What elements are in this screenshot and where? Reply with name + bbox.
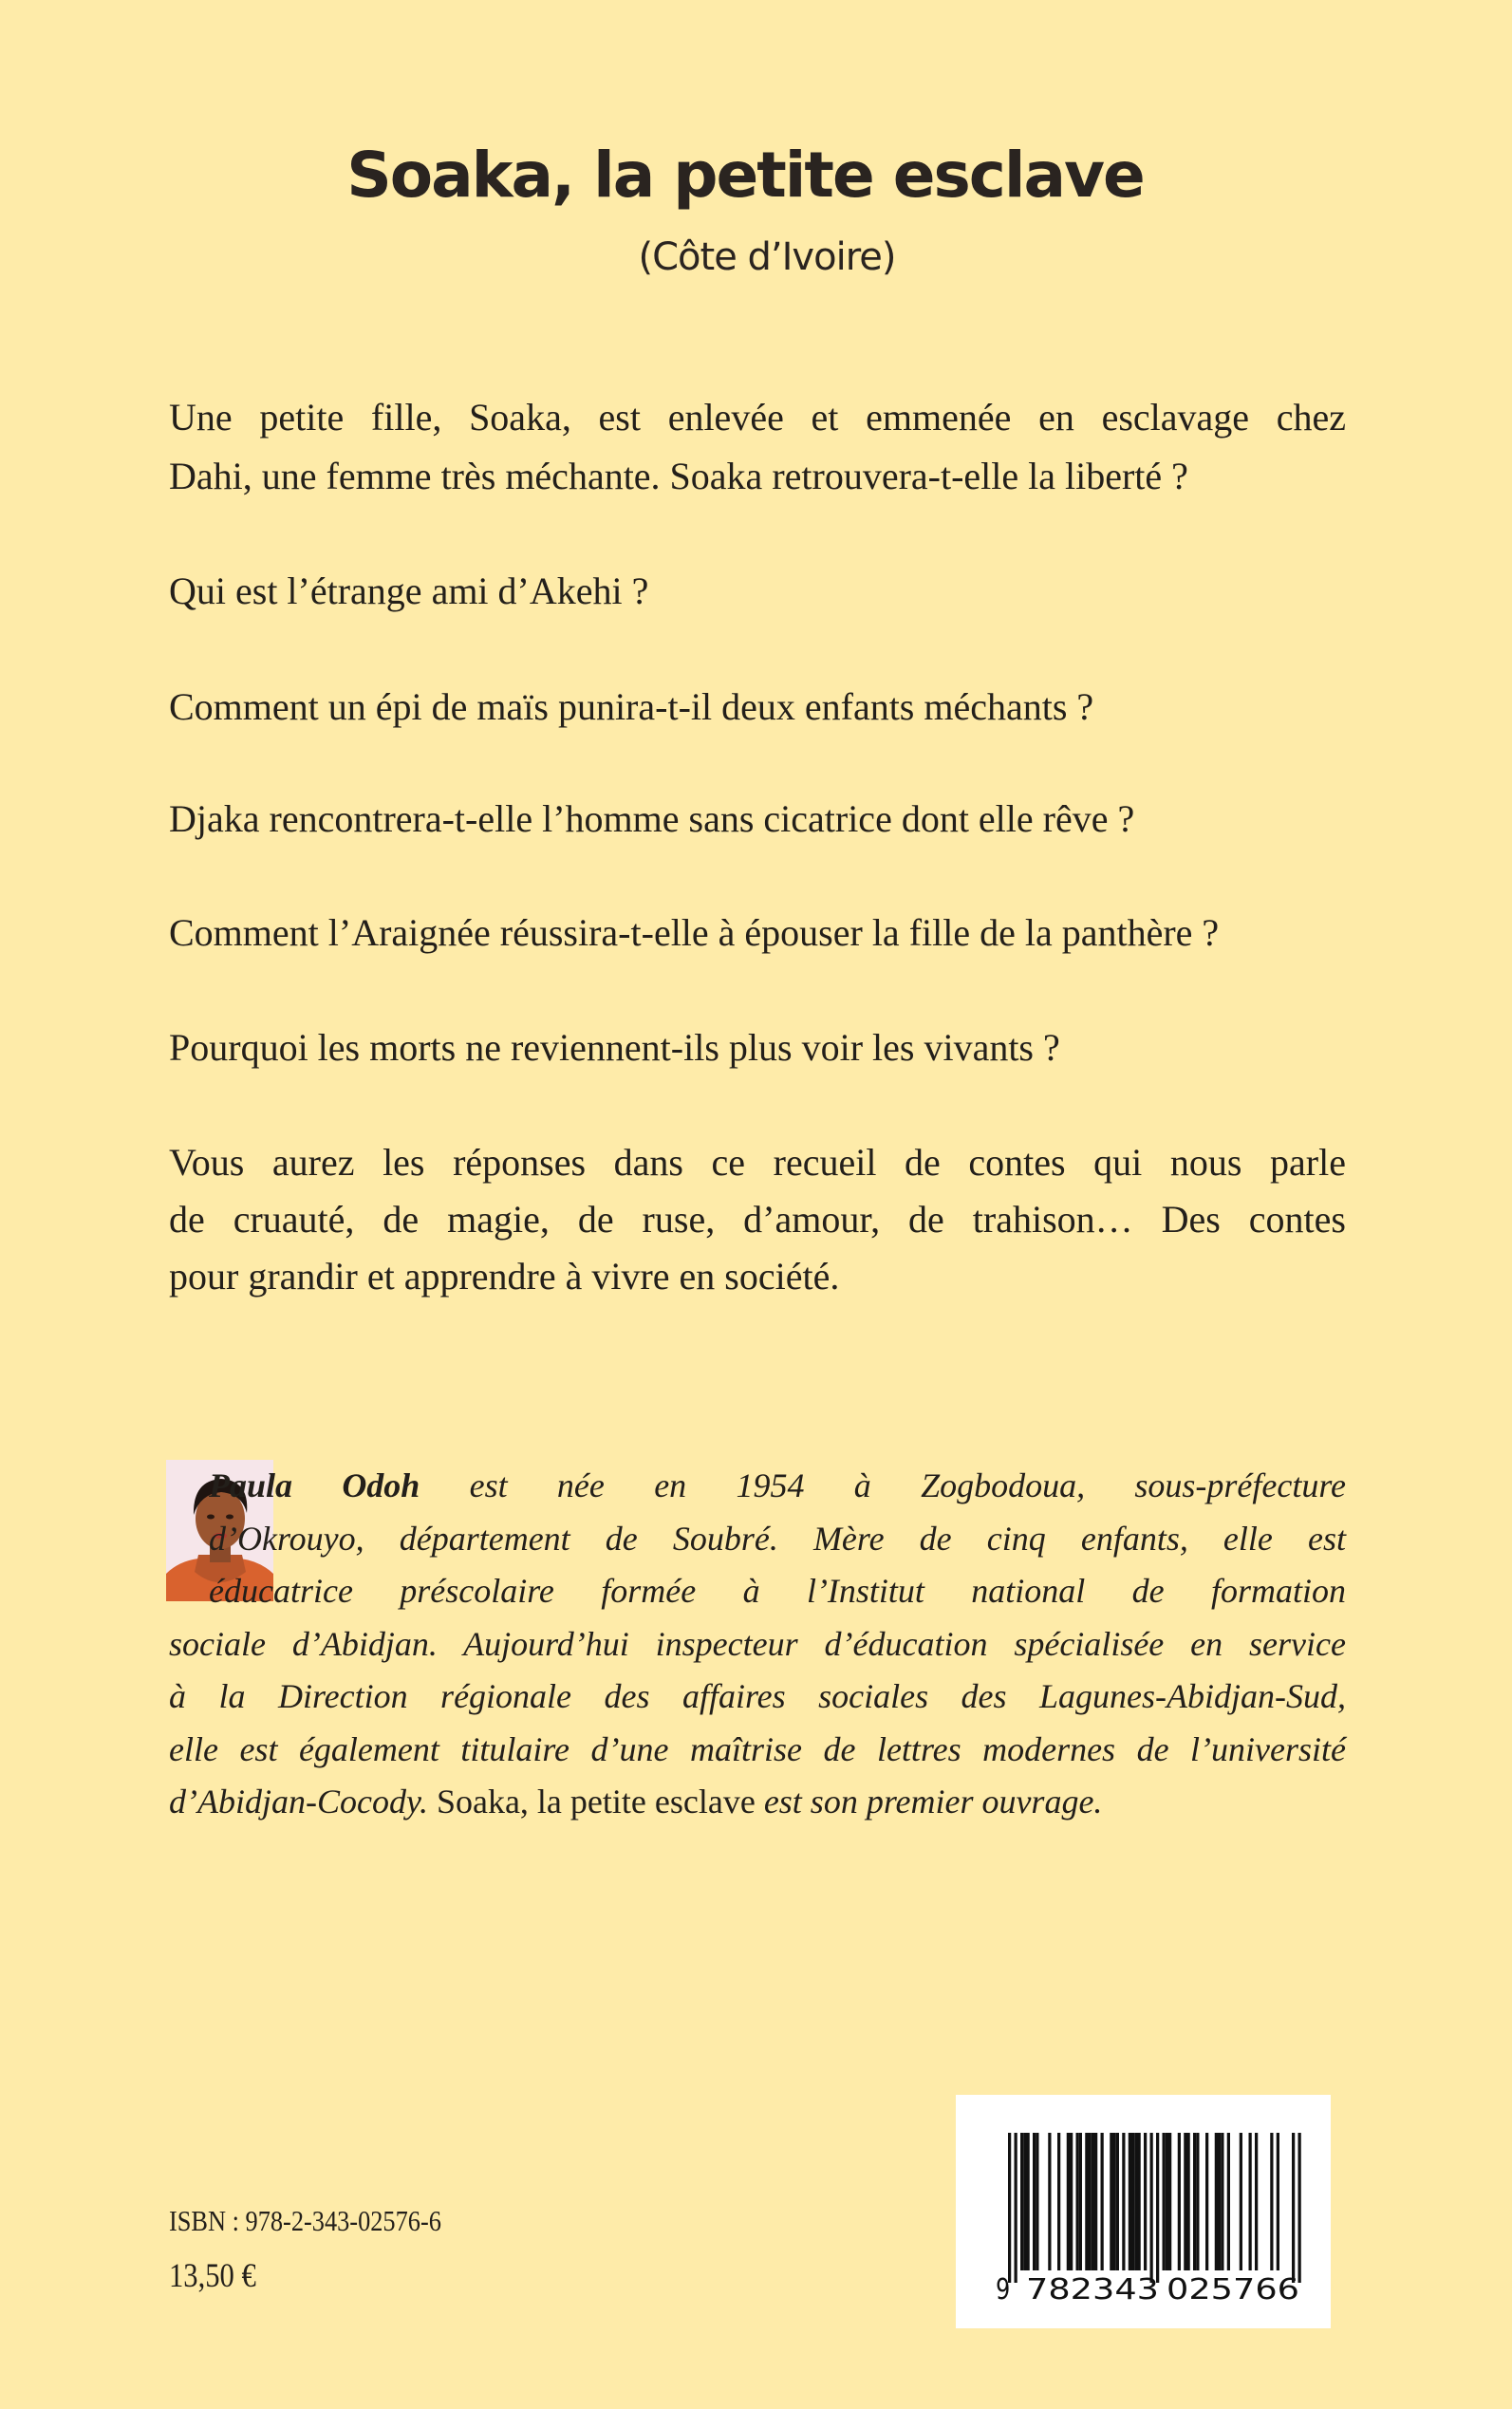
book-title: Soaka, la petite esclave (346, 139, 1144, 212)
blurb-paragraph-1 (169, 388, 1346, 506)
bio-line (169, 1776, 1346, 1829)
bio-text: est son premier ouvrage. (755, 1783, 1103, 1821)
bio-line: à la Direction régionale des affaires sociales des Lagunes-Abidjan-Sud, (169, 1677, 1346, 1715)
blurb-paragraph-5 (169, 904, 1346, 962)
barcode-bar (1292, 2133, 1295, 2283)
barcode-first-digit: 9 (996, 2273, 1011, 2306)
barcode-bar (1079, 2133, 1082, 2270)
barcode-bar (1150, 2133, 1153, 2283)
blurb-paragraph-3 (169, 678, 1346, 737)
barcode-bar (1122, 2133, 1125, 2270)
blurb-paragraph-2 (169, 562, 1346, 621)
bio-text: est née en 1954 à Zogbodoua, sous-préfecture (420, 1466, 1346, 1504)
barcode-bar (1193, 2133, 1196, 2270)
barcode-bar (1138, 2133, 1141, 2270)
book-title-mention: Soaka, la petite esclave (436, 1783, 756, 1821)
barcode-bar (1048, 2133, 1051, 2270)
isbn: ISBN : 978-2-343-02576-6 (169, 2204, 441, 2237)
bio-line: éducatrice préscolaire formée à l’Institut national de formation (209, 1572, 1346, 1610)
barcode-bar (1033, 2133, 1036, 2270)
barcode-bar (1129, 2133, 1131, 2270)
barcode-bar (1218, 2133, 1221, 2270)
blurb-line: Dahi, une femme très méchante. Soaka retrouvera-t-elle la liberté ? (169, 455, 1188, 497)
barcode-bar (1131, 2133, 1134, 2270)
barcode-bar (1196, 2133, 1199, 2270)
price: 13,50 € (169, 2256, 256, 2294)
blurb-line: Pourquoi les morts ne reviennent-ils plus voir les vivants ? (169, 1026, 1060, 1069)
bio-line: elle est également titulaire d’une maîtrise de lettres modernes de l’université (169, 1729, 1346, 1768)
barcode-bar (1110, 2133, 1112, 2270)
barcode-bar (1094, 2133, 1097, 2270)
barcode-bar (1070, 2133, 1073, 2270)
bio-text: d’Abidjan-Cocody. (169, 1783, 437, 1821)
barcode-bar (1085, 2133, 1088, 2270)
barcode-bar (1008, 2133, 1011, 2283)
barcode-bar (1089, 2133, 1092, 2270)
barcode-bar (1178, 2133, 1181, 2270)
barcode-bar (1168, 2133, 1171, 2270)
barcode-bar (1270, 2133, 1273, 2270)
blurb-line: pour grandir et apprendre à vivre en société. (169, 1255, 840, 1298)
blurb-line: de cruauté, de magie, de ruse, d’amour, de trahison… Des contes (169, 1198, 1346, 1241)
barcode-bar (1277, 2133, 1279, 2270)
blurb-paragraph-7 (169, 1134, 1346, 1305)
barcode-bar (1184, 2133, 1186, 2270)
barcode-bar (1020, 2133, 1023, 2270)
barcode-bar (1205, 2133, 1208, 2270)
blurb-paragraph-4 (169, 790, 1346, 849)
barcode-bar (1156, 2133, 1159, 2283)
blurb-line: Comment l’Araignée réussira-t-elle à épouser la fille de la panthère ? (169, 911, 1220, 954)
barcode-bar (1036, 2133, 1038, 2270)
barcode-bar (1255, 2133, 1258, 2270)
barcode-bar (1166, 2133, 1168, 2270)
barcode-bar (1187, 2133, 1190, 2270)
bio-line: d’Okrouyo, département de Soubré. Mère de cinq enfants, elle est (209, 1519, 1346, 1558)
blurb-line: Djaka rencontrera-t-elle l’homme sans cicatrice dont elle rêve ? (169, 797, 1135, 840)
bio-line (209, 1460, 1346, 1513)
blurb-line: Qui est l’étrange ami d’Akehi ? (169, 570, 649, 612)
author-bio (169, 1460, 1346, 1829)
barcode-bar (1144, 2133, 1147, 2270)
barcode-right-digits: 025766 (1167, 2273, 1299, 2306)
barcode-bar (1163, 2133, 1166, 2270)
barcode-bar (1067, 2133, 1070, 2270)
barcode-bar (1023, 2133, 1026, 2270)
barcode-bar (1116, 2133, 1119, 2270)
barcode-bar (1298, 2133, 1301, 2283)
barcode-bar (1076, 2133, 1079, 2270)
barcode-bar (1249, 2133, 1252, 2270)
barcode-bar (1134, 2133, 1137, 2270)
barcode-bar (1215, 2133, 1218, 2270)
barcode-bar (1015, 2133, 1017, 2283)
blurb-line: Comment un épi de maïs punira-t-il deux enfants méchants ? (169, 685, 1094, 728)
barcode-bars (1008, 2133, 1301, 2283)
blurb-line: Une petite fille, Soaka, est enlevée et emmenée en esclavage chez (169, 396, 1346, 439)
barcode-bar (1221, 2133, 1223, 2270)
blurb-line: Vous aurez les réponses dans ce recueil de contes qui nous parle (169, 1141, 1346, 1184)
author-name: Paula Odoh (209, 1466, 420, 1504)
blurb-paragraph-6 (169, 1018, 1346, 1077)
bio-line: sociale d’Abidjan. Aujourd’hui inspecteur d’éducation spécialisée en service (169, 1624, 1346, 1663)
barcode-bar (1101, 2133, 1104, 2270)
barcode-left-digits: 782343 (1026, 2273, 1159, 2306)
barcode-bar (1027, 2133, 1030, 2270)
barcode-bar (1092, 2133, 1094, 2270)
barcode-bar (1240, 2133, 1242, 2270)
barcode-bar (1227, 2133, 1230, 2270)
barcode (956, 2095, 1331, 2328)
book-subtitle: (Côte d’Ivoire) (638, 235, 896, 279)
barcode-bar (1113, 2133, 1116, 2270)
barcode-bar (1057, 2133, 1060, 2270)
